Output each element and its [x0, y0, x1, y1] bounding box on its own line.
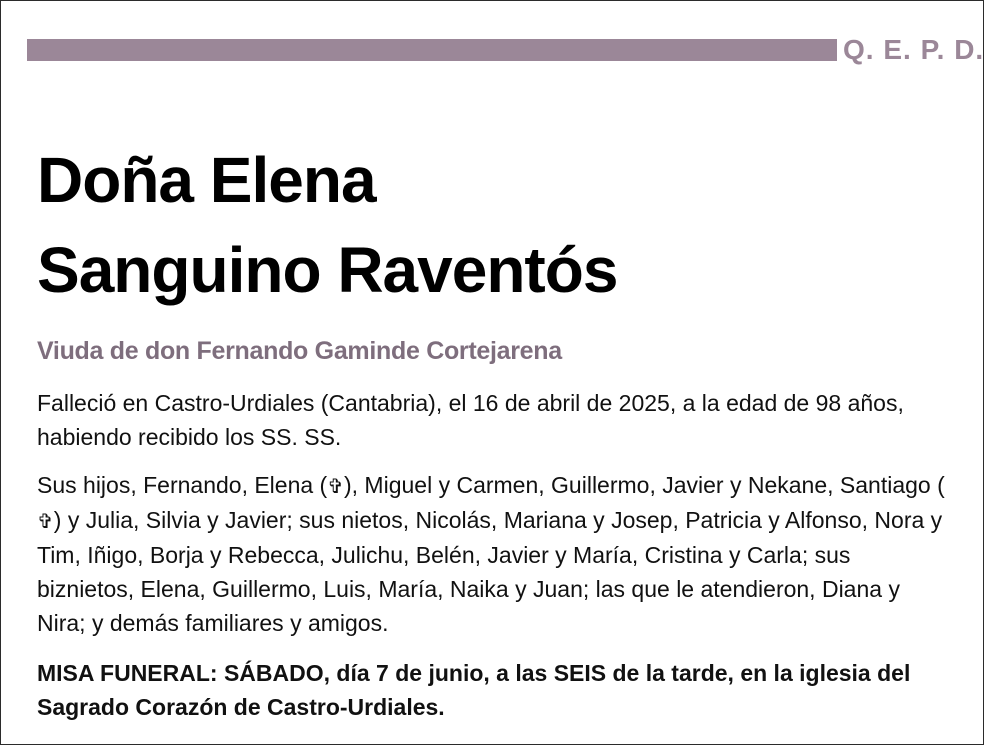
family-paragraph [37, 468, 952, 640]
widow-of-subtitle: Viuda de don Fernando Gaminde Cortejarena [37, 337, 562, 365]
qepd-label: Q. E. P. D. [843, 34, 984, 65]
death-notice-paragraph: Falleció en Castro-Urdiales (Cantabria), el 16 de abril de 2025, a la edad de 98 años, habiendo recibido los SS. SS. [37, 390, 904, 450]
deceased-name-line2: Sanguino Raventós [37, 234, 618, 306]
family-text-part1: Sus hijos, Fernando, Elena ( [37, 472, 328, 498]
deceased-name [37, 135, 617, 315]
cross-icon: ✞ [37, 509, 54, 533]
deceased-name-line1: Doña Elena [37, 144, 376, 216]
header-rule [27, 39, 837, 61]
family-text-part2: ), Miguel y Carmen, Guillermo, Javier y Nekane, Santiago ( [343, 472, 945, 498]
family-text-part3: ) y Julia, Silvia y Javier; sus nietos, Nicolás, Mariana y Josep, Patricia y Alfonso, Nora y Tim, Iñigo, Borja y Rebecca, Julichu, Belén, Javier y María, Cristina y Carla; sus biznietos, Elena, Guillermo, Luis, María, Naika y Juan; las que le atendieron, Diana y Nira; y demás familiares y amigos. [37, 507, 943, 636]
funeral-mass-paragraph: MISA FUNERAL: SÁBADO, día 7 de junio, a las SEIS de la tarde, en la iglesia del Sagrado Corazón de Castro-Urdiales. [37, 660, 911, 720]
cross-icon: ✞ [327, 474, 344, 498]
